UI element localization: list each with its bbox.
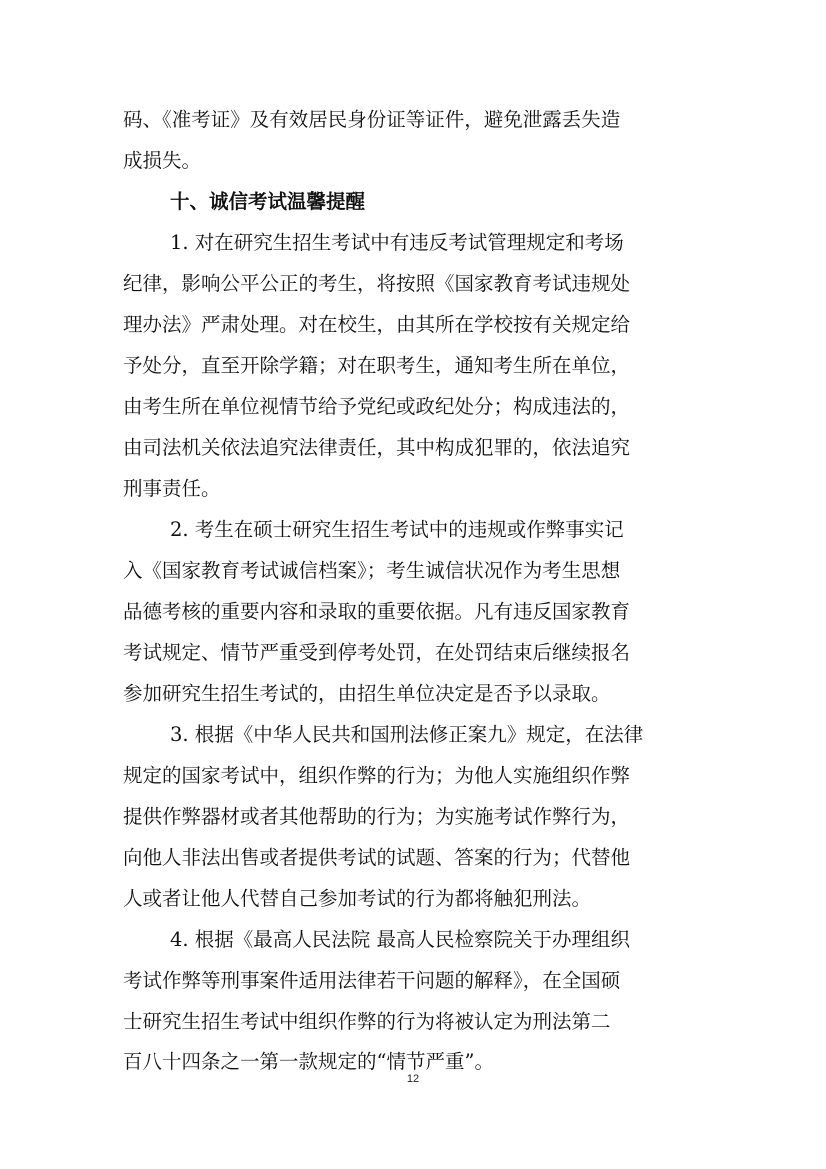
text-line: 2. 考生在硕士研究生招生考试中的违规或作弊事实记: [170, 518, 624, 541]
text-line: 规定的国家考试中，组织作弊的行为；为他人实施组织作弊: [123, 764, 631, 787]
text-line: 参加研究生招生考试的，由招生单位决定是否予以录取。: [123, 682, 611, 705]
text-line: 码、《准考证》及有效居民身份证等证件，避免泄露丢失造: [123, 108, 621, 131]
text-line: 由考生所在单位视情节给予党纪或政纪处分；构成违法的，: [123, 395, 631, 418]
text-line: 品德考核的重要内容和录取的重要依据。凡有违反国家教育: [123, 600, 631, 623]
text-line: 考试作弊等刑事案件适用法律若干问题的解释》，在全国硕: [123, 969, 621, 992]
text-line: 1. 对在研究生招生考试中有违反考试管理规定和考场: [170, 231, 624, 254]
text-line: 考试规定、情节严重受到停考处罚，在处罚结束后继续报名: [123, 641, 631, 664]
text-line: 人或者让他人代替自己参加考试的行为都将触犯刑法。: [123, 887, 592, 910]
text-line: 提供作弊器材或者其他帮助的行为；为实施考试作弊行为，: [123, 805, 631, 828]
text-line: 3. 根据《中华人民共和国刑法修正案九》规定，在法律: [170, 723, 644, 746]
text-line: 由司法机关依法追究法律责任，其中构成犯罪的，依法追究: [123, 436, 631, 459]
text-line: 刑事责任。: [123, 477, 221, 500]
text-line: 士研究生招生考试中组织作弊的行为将被认定为刑法第二: [123, 1010, 611, 1033]
text-line: 百八十四条之一第一款规定的“情节严重”。: [123, 1050, 494, 1073]
text-line: 4. 根据《最高人民法院 最高人民检察院关于办理组织: [170, 928, 631, 951]
page-number: 12: [406, 1073, 420, 1085]
section-heading: 十、诚信考试温馨提醒: [170, 190, 366, 213]
text-line: 入《国家教育考试诚信档案》；考生诚信状况作为考生思想: [123, 559, 621, 582]
text-line: 予处分，直至开除学籍；对在职考生，通知考生所在单位，: [123, 354, 631, 377]
text-line: 纪律，影响公平公正的考生，将按照《国家教育考试违规处: [123, 272, 631, 295]
text-line: 理办法》严肃处理。对在校生，由其所在学校按有关规定给: [123, 313, 631, 336]
text-line: 向他人非法出售或者提供考试的试题、答案的行为；代替他: [123, 846, 631, 869]
text-line: 成损失。: [123, 149, 202, 172]
